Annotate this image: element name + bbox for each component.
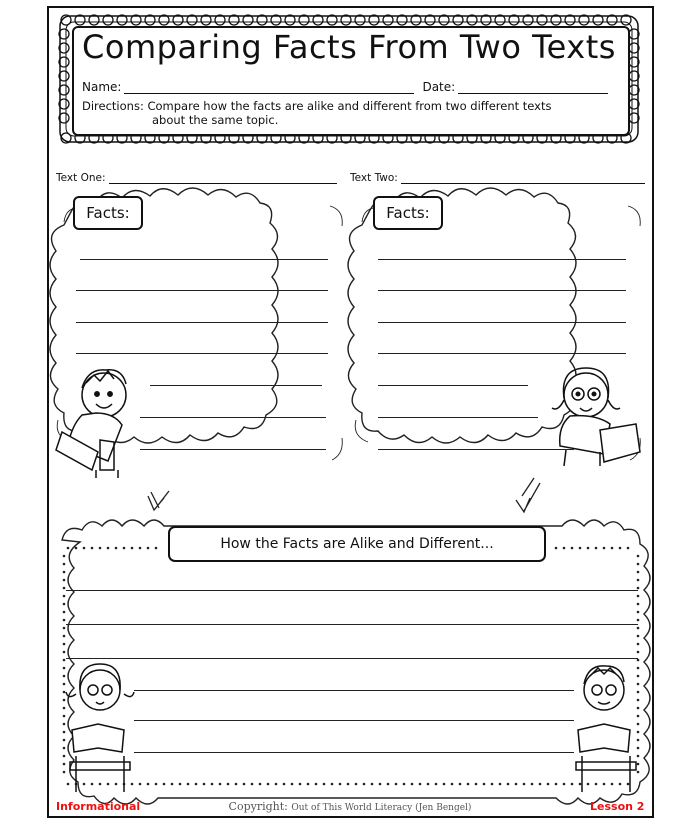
border-dot <box>499 783 502 786</box>
border-dot <box>637 763 640 766</box>
border-dot <box>637 627 640 630</box>
border-dot <box>107 547 110 550</box>
border-dot <box>63 715 66 718</box>
border-dot <box>203 783 206 786</box>
border-dot <box>603 547 606 550</box>
border-dot <box>75 547 78 550</box>
border-dot <box>637 659 640 662</box>
border-dot <box>483 783 486 786</box>
border-dot <box>523 783 526 786</box>
border-dot <box>637 635 640 638</box>
border-dot <box>155 547 158 550</box>
border-dot <box>331 783 334 786</box>
border-dot <box>67 547 70 550</box>
border-dot <box>63 627 66 630</box>
left-facts-line-6[interactable] <box>140 417 326 418</box>
border-dot <box>235 783 238 786</box>
border-dot <box>587 547 590 550</box>
border-dot <box>243 783 246 786</box>
compare-line-3[interactable] <box>66 658 638 659</box>
border-dot <box>571 547 574 550</box>
border-dot <box>637 691 640 694</box>
border-dot <box>63 579 66 582</box>
right-facts-line-4[interactable] <box>378 353 626 354</box>
left-facts-label: Facts: <box>73 196 143 230</box>
border-dot <box>227 783 230 786</box>
border-dot <box>307 783 310 786</box>
border-dot <box>637 715 640 718</box>
border-dot <box>637 595 640 598</box>
border-dot <box>363 783 366 786</box>
border-dot <box>63 563 66 566</box>
border-dot <box>83 783 86 786</box>
border-dot <box>547 783 550 786</box>
border-dot <box>299 783 302 786</box>
border-dot <box>63 587 66 590</box>
right-facts-line-7[interactable] <box>378 449 574 450</box>
border-dot <box>467 783 470 786</box>
border-dot <box>435 783 438 786</box>
border-dot <box>123 547 126 550</box>
border-dot <box>83 547 86 550</box>
border-dot <box>63 619 66 622</box>
directions-label: Directions: <box>82 99 144 113</box>
border-dot <box>219 783 222 786</box>
border-dot <box>315 783 318 786</box>
border-dot <box>195 783 198 786</box>
border-dot <box>637 611 640 614</box>
right-facts-line-5[interactable] <box>378 385 528 386</box>
border-dot <box>283 783 286 786</box>
border-dot <box>419 783 422 786</box>
border-dot <box>563 547 566 550</box>
border-dot <box>63 731 66 734</box>
border-dot <box>555 783 558 786</box>
border-dot <box>637 563 640 566</box>
border-dot <box>63 651 66 654</box>
border-dot <box>147 547 150 550</box>
border-dot <box>275 783 278 786</box>
border-dot <box>637 619 640 622</box>
border-dot <box>63 691 66 694</box>
border-dot <box>595 783 598 786</box>
footer-informational: Informational <box>56 800 141 813</box>
border-dot <box>637 747 640 750</box>
compare-line-5[interactable] <box>134 720 574 721</box>
border-dot <box>147 783 150 786</box>
border-dot <box>63 707 66 710</box>
border-dot <box>99 783 102 786</box>
bottom-scallop-box <box>62 520 650 804</box>
border-dot <box>267 783 270 786</box>
border-dot <box>637 771 640 774</box>
border-dot <box>63 739 66 742</box>
border-dot <box>627 547 630 550</box>
border-dot <box>571 783 574 786</box>
border-dot <box>395 783 398 786</box>
border-dot <box>603 783 606 786</box>
border-dot <box>555 547 558 550</box>
border-dot <box>563 783 566 786</box>
text-one-label: Text One: <box>56 172 106 184</box>
border-dot <box>131 547 134 550</box>
border-dot <box>67 783 70 786</box>
footer-lesson: Lesson 2 <box>590 800 645 813</box>
border-dot <box>63 755 66 758</box>
border-dot <box>637 675 640 678</box>
border-dot <box>139 783 142 786</box>
border-dot <box>63 555 66 558</box>
border-dot <box>187 783 190 786</box>
left-facts-line-3[interactable] <box>76 322 328 323</box>
right-facts-line-6[interactable] <box>378 417 538 418</box>
border-dot <box>259 783 262 786</box>
left-facts-line-4[interactable] <box>76 353 328 354</box>
compare-line-2[interactable] <box>66 624 638 625</box>
border-dot <box>451 783 454 786</box>
right-facts-line-3[interactable] <box>378 322 626 323</box>
page-title: Comparing Facts From Two Texts <box>82 28 616 66</box>
border-dot <box>291 783 294 786</box>
border-dot <box>637 755 640 758</box>
border-dot <box>323 783 326 786</box>
border-dot <box>379 783 382 786</box>
compare-line-4[interactable] <box>134 690 574 691</box>
border-dot <box>637 731 640 734</box>
border-dot <box>427 783 430 786</box>
border-dot <box>63 643 66 646</box>
border-dot <box>579 783 582 786</box>
border-dot <box>91 783 94 786</box>
border-dot <box>411 783 414 786</box>
border-dot <box>63 699 66 702</box>
border-dot <box>211 783 214 786</box>
border-dot <box>637 571 640 574</box>
border-dot <box>63 675 66 678</box>
border-dot <box>443 783 446 786</box>
border-dot <box>637 739 640 742</box>
border-dot <box>371 783 374 786</box>
border-dot <box>63 747 66 750</box>
border-dot <box>619 783 622 786</box>
border-dot <box>595 547 598 550</box>
border-dot <box>515 783 518 786</box>
border-dot <box>531 783 534 786</box>
border-dot <box>637 579 640 582</box>
border-dot <box>637 699 640 702</box>
border-dot <box>99 547 102 550</box>
border-dot <box>163 783 166 786</box>
compare-line-6[interactable] <box>134 752 574 753</box>
border-dot <box>637 555 640 558</box>
border-dot <box>611 783 614 786</box>
directions-line2: about the same topic. <box>152 113 279 127</box>
border-dot <box>459 783 462 786</box>
border-dot <box>611 547 614 550</box>
border-dot <box>587 783 590 786</box>
border-dot <box>91 547 94 550</box>
date-label: Date: <box>422 80 456 94</box>
left-facts-line-5[interactable] <box>150 385 322 386</box>
left-facts-line-7[interactable] <box>140 449 326 450</box>
border-dot <box>619 547 622 550</box>
border-dot <box>115 547 118 550</box>
border-dot <box>131 783 134 786</box>
border-dot <box>579 547 582 550</box>
copyright-owner: Out of This World Literacy (Jen Bengel) <box>291 803 472 813</box>
border-dot <box>155 783 158 786</box>
border-dot <box>491 783 494 786</box>
left-facts-line-1[interactable] <box>80 259 328 260</box>
border-dot <box>179 783 182 786</box>
border-dot <box>539 783 542 786</box>
right-facts-line-1[interactable] <box>378 259 626 260</box>
border-dot <box>115 783 118 786</box>
right-facts-line-2[interactable] <box>378 290 626 291</box>
right-arrow-icon <box>516 478 540 512</box>
border-dot <box>63 771 66 774</box>
border-dot <box>63 595 66 598</box>
border-dot <box>63 683 66 686</box>
border-dot <box>63 667 66 670</box>
border-dot <box>637 723 640 726</box>
border-dot <box>637 707 640 710</box>
border-dot <box>63 603 66 606</box>
left-arrow-icon <box>148 491 169 510</box>
border-dot <box>387 783 390 786</box>
directions-line1: Compare how the facts are alike and different from two different texts <box>147 99 552 113</box>
text-two-label: Text Two: <box>350 172 398 184</box>
border-dot <box>403 783 406 786</box>
border-dot <box>507 783 510 786</box>
border-dot <box>637 587 640 590</box>
border-dot <box>355 783 358 786</box>
border-dot <box>637 643 640 646</box>
border-dot <box>637 683 640 686</box>
border-dot <box>63 763 66 766</box>
border-dot <box>63 723 66 726</box>
left-facts-line-2[interactable] <box>76 290 328 291</box>
border-dot <box>63 611 66 614</box>
border-dot <box>63 571 66 574</box>
border-dot <box>637 603 640 606</box>
border-dot <box>251 783 254 786</box>
border-dot <box>637 667 640 670</box>
border-dot <box>339 783 342 786</box>
border-dot <box>347 783 350 786</box>
name-label: Name: <box>82 80 122 94</box>
alike-different-label: How the Facts are Alike and Different... <box>168 526 546 562</box>
border-dot <box>63 659 66 662</box>
border-dot <box>139 547 142 550</box>
right-facts-label: Facts: <box>373 196 443 230</box>
border-dot <box>63 635 66 638</box>
border-dot <box>171 783 174 786</box>
copyright-label: Copyright: <box>228 800 288 813</box>
border-dot <box>627 783 630 786</box>
border-dot <box>637 651 640 654</box>
border-dot <box>475 783 478 786</box>
border-dot <box>107 783 110 786</box>
compare-line-1[interactable] <box>66 590 638 591</box>
